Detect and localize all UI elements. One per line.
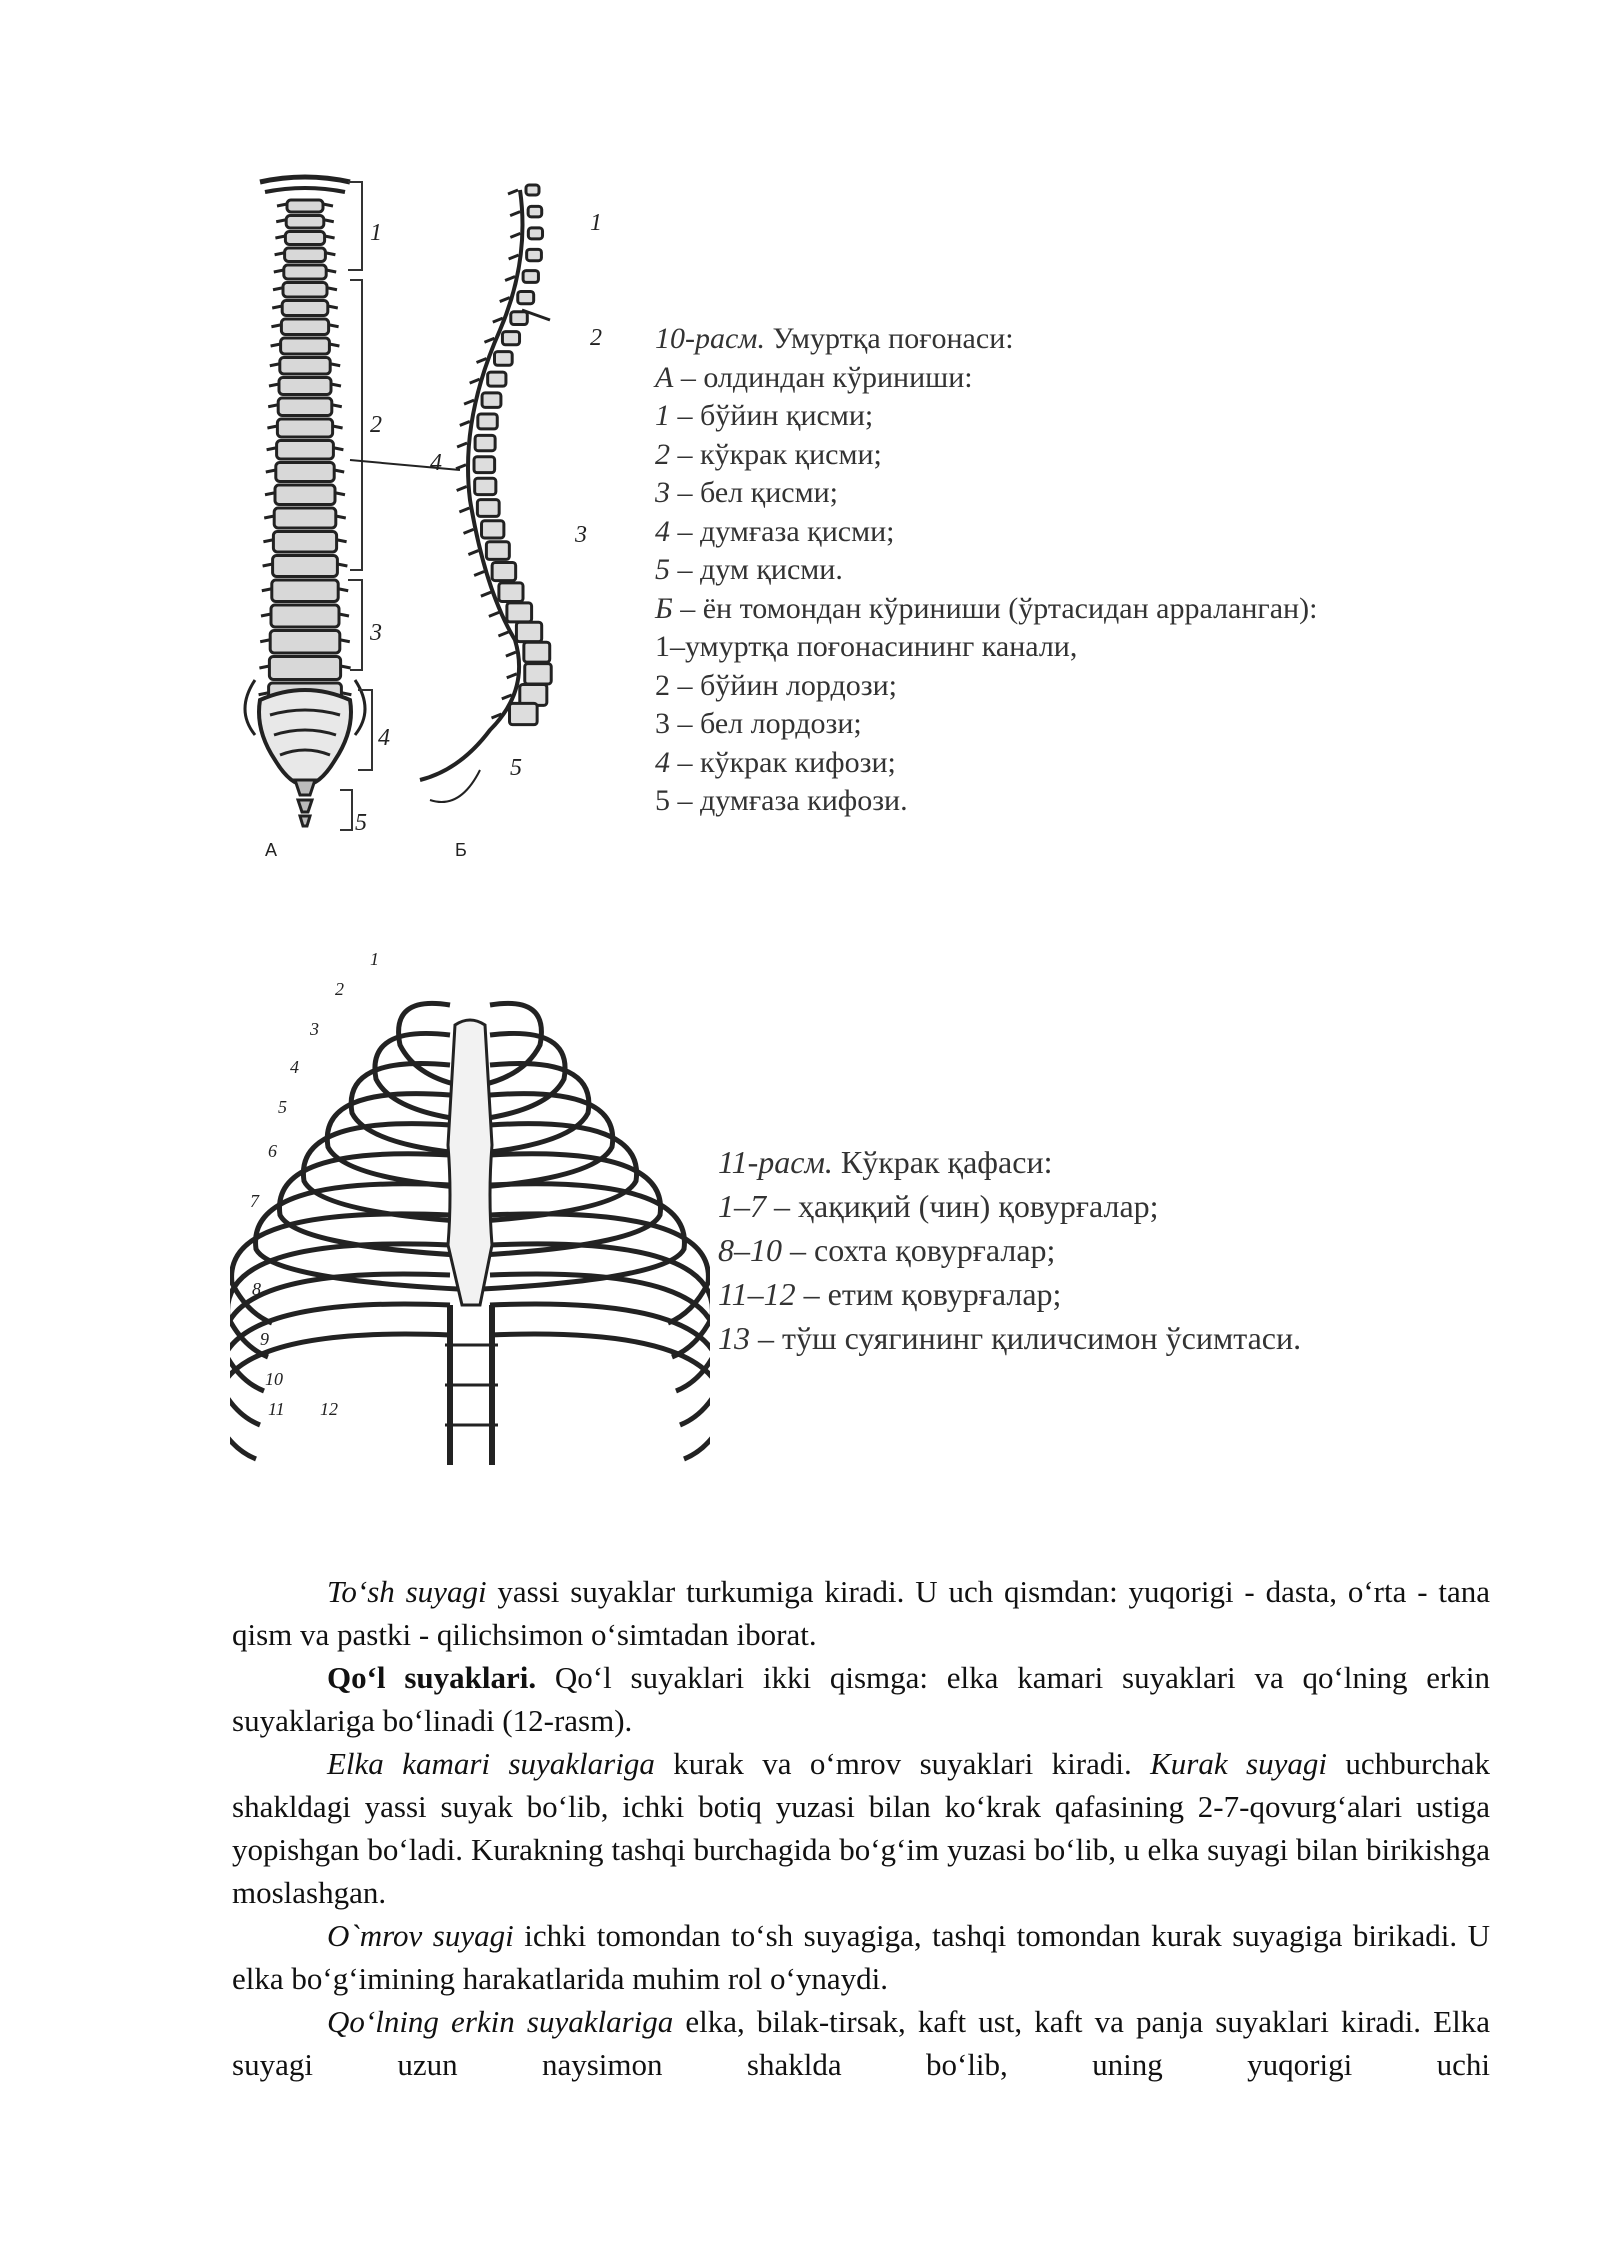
vertebra	[277, 441, 334, 460]
spinous-process	[481, 592, 491, 596]
caption-text: – кўкрак кифози;	[670, 745, 896, 779]
caption-line	[655, 782, 1317, 821]
vertebra	[285, 232, 324, 245]
vertebra	[286, 216, 324, 229]
rib-cage-figure	[230, 945, 710, 1485]
spinous-process	[464, 400, 474, 404]
text: uchburchak shakldagi yassi suyak bo‘lib, ichki botiq yuzasi bilan ko‘krak qafasining 2-7-qovurg‘alari ustiga yopishgan bo‘ladi. Kurakning tashqi burchagida bo‘g‘im yuzasi bo‘lib, u elka suyagi bilan birikishga moslashgan.	[232, 1746, 1490, 1910]
caption-num: 1–7	[718, 1188, 766, 1224]
vertebra-side	[502, 332, 519, 345]
caption-line	[655, 705, 1317, 744]
vertebra	[281, 338, 330, 354]
vertebra	[281, 319, 328, 335]
rib-marker-7: 7	[250, 1191, 259, 1211]
caption-text: – думғаза қисми;	[670, 514, 895, 548]
vertebra-side	[528, 206, 542, 216]
spine-a-marker-1: 1	[370, 220, 382, 246]
caption-text: 2 – бўйин лордози;	[655, 668, 898, 702]
spinous-process	[468, 551, 478, 555]
vertebra	[275, 485, 335, 505]
caption-text: 3 – бел лордози;	[655, 707, 862, 740]
caption-line	[655, 359, 1317, 398]
caption-num: 4	[655, 745, 670, 779]
caption-num: 11–12	[718, 1276, 796, 1312]
spinous-process	[464, 529, 474, 533]
vertebra-side	[526, 185, 539, 195]
caption-text: – ён томондан кўриниши (ўртасидан арраланган):	[672, 591, 1318, 625]
vertebra-side	[495, 352, 513, 366]
vertebra-side	[516, 622, 541, 641]
caption-num: 3	[655, 476, 670, 509]
caption-title-text: Кўкрак қафаси:	[832, 1144, 1053, 1180]
caption-text: – бўйин қисми;	[670, 399, 874, 432]
spine-b-marker-3: 3	[575, 522, 587, 548]
rib-marker-4: 4	[290, 1057, 299, 1077]
vertebra	[276, 463, 334, 482]
rib-marker-10: 10	[265, 1369, 283, 1389]
rib	[399, 1003, 458, 1085]
vertebra-side	[475, 478, 496, 494]
caption-num: Б	[655, 591, 673, 625]
caption-title-num: 10-расм.	[655, 322, 765, 355]
text: Qo‘l suyaklari ikki qismga: elka kamari suyaklari va qo‘lning erkin suyaklariga bo‘linadi (12-rasm).	[232, 1660, 1490, 1738]
vertebra-side	[478, 414, 497, 429]
term: To‘sh suyagi	[327, 1574, 487, 1609]
caption-line	[718, 1228, 1301, 1272]
paragraph	[232, 1742, 1490, 1914]
vertebra-side	[475, 435, 495, 450]
vertebra-side	[510, 703, 538, 724]
spinous-process	[505, 276, 515, 280]
vertebra-side	[527, 249, 542, 260]
rib-marker-5: 5	[278, 1097, 287, 1117]
vertebra-side	[528, 228, 542, 239]
caption-line	[718, 1272, 1301, 1316]
rib	[482, 1033, 565, 1119]
rib	[490, 1304, 710, 1425]
spinous-process	[470, 379, 480, 383]
spine-a-marker-5: 5	[355, 810, 367, 836]
spinous-process	[460, 421, 470, 425]
caption-line	[655, 628, 1317, 667]
caption-title-text: Умуртқа поғонаси:	[764, 322, 1014, 355]
vertebra-side	[524, 642, 550, 662]
rib	[230, 1334, 450, 1459]
caption-line	[655, 397, 1317, 436]
caption-title	[718, 1140, 1301, 1184]
vertebra	[283, 283, 327, 298]
caption-line	[655, 744, 1317, 783]
term: O`mrov suyagi	[327, 1918, 514, 1953]
caption-num: 4	[655, 514, 670, 548]
rib-marker-6: 6	[268, 1141, 277, 1161]
spinous-process	[506, 652, 516, 656]
spine-front-view	[245, 177, 365, 826]
spinous-process	[477, 358, 487, 362]
vertebra	[279, 378, 331, 395]
vertebra	[274, 508, 336, 528]
caption-num: 13	[718, 1320, 750, 1356]
rib-marker-12: 12	[320, 1399, 338, 1419]
spinous-process	[509, 255, 519, 259]
caption-line	[655, 436, 1317, 475]
vertebra	[284, 265, 326, 279]
figure-11-caption	[718, 1140, 1301, 1360]
rib	[482, 1003, 541, 1085]
rib	[375, 1033, 458, 1119]
term: Qo‘lning erkin suyaklariga	[327, 2004, 674, 2039]
paragraph	[232, 2000, 1490, 2086]
caption-text: – олдиндан кўриниши:	[673, 360, 973, 394]
term: Kurak suyagi	[1150, 1746, 1327, 1781]
rib-marker-2: 2	[335, 979, 344, 999]
spine-a-label: А	[265, 840, 278, 860]
paragraph	[232, 1570, 1490, 1656]
rib	[351, 1064, 458, 1153]
vertebra-side	[492, 562, 516, 580]
spine-a-marker-2: 2	[370, 412, 382, 438]
caption-line	[655, 474, 1317, 513]
rib-marker-1: 1	[370, 949, 379, 969]
spinous-process	[456, 465, 466, 469]
caption-text: – бел қисми;	[670, 476, 838, 509]
vertebra	[273, 532, 336, 553]
rib-marker-3: 3	[310, 1019, 319, 1039]
caption-line	[655, 513, 1317, 552]
spine-b-marker-4: 4	[430, 450, 442, 476]
caption-num: 1	[655, 399, 670, 432]
rib-cage-drawing	[230, 1003, 710, 1465]
rib	[279, 1154, 458, 1255]
paragraph	[232, 1914, 1490, 2000]
body-text	[232, 1570, 1490, 2086]
caption-num: 8–10	[718, 1232, 782, 1268]
spinous-process	[474, 572, 484, 576]
caption-num: А	[655, 360, 674, 394]
spine-b-marker-1: 1	[590, 210, 602, 236]
caption-num: 2	[655, 437, 670, 471]
rib	[482, 1154, 661, 1255]
spinous-process	[459, 508, 469, 512]
rib-marker-11: 11	[268, 1399, 285, 1419]
caption-text: – сохта қовурғалар;	[782, 1232, 1056, 1268]
rib	[230, 1304, 450, 1425]
caption-line	[655, 590, 1317, 629]
vertebra-side	[523, 271, 538, 283]
vertebra	[273, 556, 338, 577]
caption-line	[655, 551, 1317, 590]
caption-title-num: 11-расм.	[718, 1144, 833, 1180]
spinous-process	[457, 443, 467, 447]
caption-text: – кўкрак қисми;	[670, 437, 882, 471]
spine-b-marker-2: 2	[590, 325, 602, 351]
spine-b-label: Б	[455, 840, 467, 860]
figure-10-caption	[655, 320, 1317, 821]
vertebra	[269, 657, 340, 680]
term: Elka kamari suyaklariga	[327, 1746, 655, 1781]
caption-text: 1–умуртқа поғонасининг канали,	[655, 630, 1078, 663]
spinous-process	[507, 674, 517, 678]
spinous-process	[493, 318, 503, 322]
caption-line	[655, 667, 1317, 706]
vertebra-side	[482, 393, 501, 408]
spinous-process	[510, 233, 520, 237]
spine-b-marker-5: 5	[510, 755, 522, 781]
spinous-process	[498, 632, 508, 636]
vertebra	[272, 580, 338, 602]
spine-figure	[230, 170, 630, 870]
text: kurak va o‘mrov suyaklari kiradi.	[654, 1746, 1151, 1781]
caption-text: – етим қовурғалар;	[795, 1276, 1062, 1312]
spine-a-marker-3: 3	[370, 620, 382, 646]
spinous-process	[500, 298, 510, 302]
caption-num: 5	[655, 553, 670, 586]
vertebra	[282, 301, 328, 316]
paragraph	[232, 1656, 1490, 1742]
spinous-process	[510, 212, 520, 216]
vertebra	[277, 419, 332, 437]
rib	[482, 1064, 589, 1153]
vertebra-side	[511, 312, 528, 325]
caption-line	[718, 1316, 1301, 1360]
vertebra-side	[499, 583, 523, 602]
vertebra-side	[507, 603, 532, 622]
vertebra-side	[477, 500, 499, 517]
rib	[490, 1334, 710, 1459]
text: ichki tomondan to‘sh suyagiga, tashqi tomondan kurak suyagiga birikadi. U elka bo‘g‘imining harakatlarida muhim rol o‘ynaydi.	[232, 1918, 1490, 1996]
caption-text: – дум қисми.	[670, 553, 843, 586]
vertebra	[270, 631, 340, 654]
caption-title	[655, 320, 1317, 359]
text: yassi suyaklar turkumiga kiradi. U uch qismdan: yuqorigi - dasta, o‘rta - tana qism va pastki - qilichsimon o‘simtadan iborat.	[232, 1574, 1490, 1652]
rib-marker-8: 8	[252, 1279, 261, 1299]
vertebra	[271, 605, 339, 627]
vertebra-side	[474, 457, 495, 473]
text: elka, bilak-tirsak, kaft ust, kaft va panja suyaklari kiradi. Elka suyagi uzun naysimon shaklda bo‘lib, uning yuqorigi uchi	[232, 2004, 1490, 2082]
caption-line	[718, 1184, 1301, 1228]
vertebra	[285, 248, 326, 262]
section-heading: Qo‘l suyaklari.	[327, 1660, 537, 1695]
rib	[490, 1244, 710, 1357]
vertebra	[287, 200, 323, 212]
caption-text: 5 – думғаза кифози.	[655, 784, 908, 817]
vertebra-side	[525, 664, 551, 684]
vertebra-side	[488, 372, 506, 386]
vertebra	[278, 398, 332, 416]
spinous-process	[508, 190, 518, 194]
spine-side-view	[350, 185, 551, 802]
vertebra-side	[486, 542, 509, 560]
rib-marker-9: 9	[260, 1329, 269, 1349]
vertebra	[280, 358, 330, 375]
caption-text: – тўш суягининг қиличсимон ўсимтаси.	[750, 1320, 1302, 1356]
spinous-process	[489, 612, 499, 616]
spine-a-marker-4: 4	[378, 725, 390, 751]
vertebra-side	[482, 521, 504, 538]
vertebra-side	[518, 291, 534, 303]
spinous-process	[457, 486, 467, 490]
caption-text: – ҳақиқий (чин) қовурғалар;	[766, 1188, 1159, 1224]
